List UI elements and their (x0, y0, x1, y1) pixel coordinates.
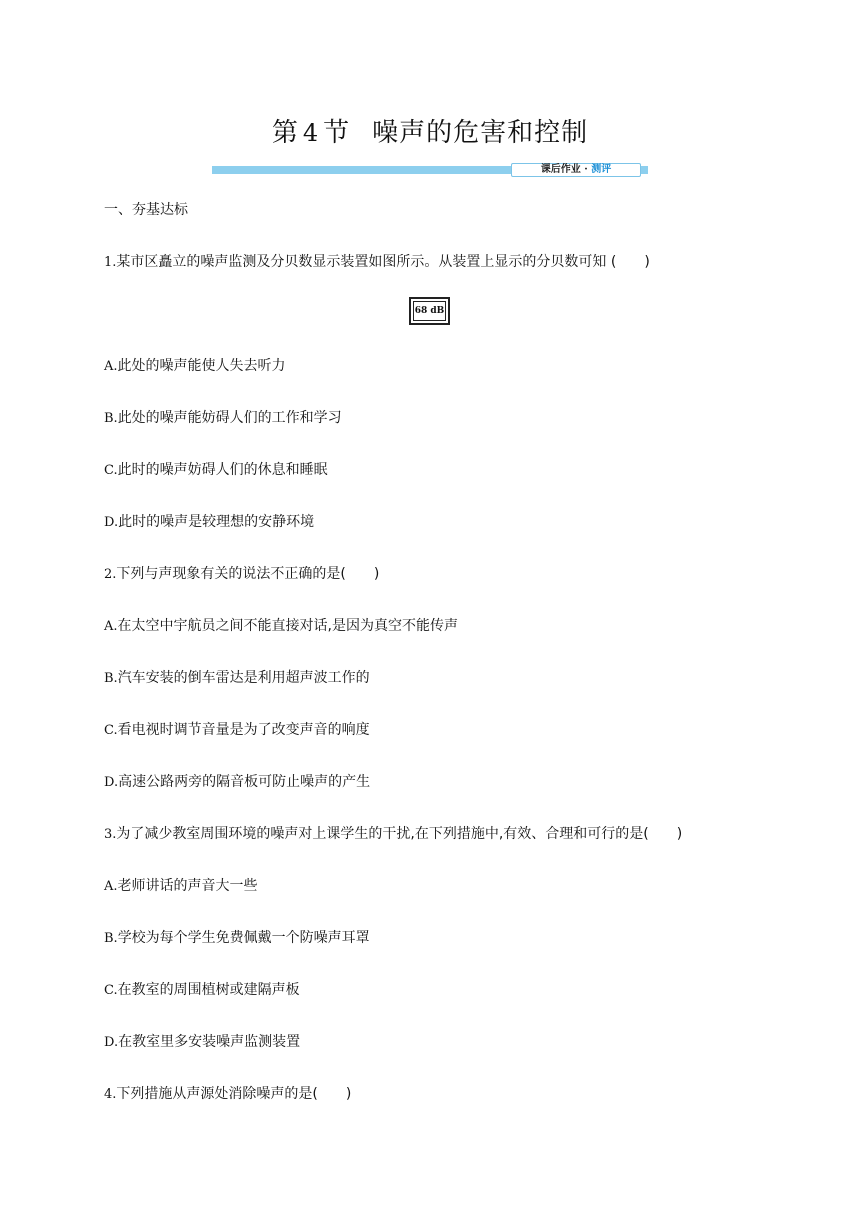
banner-label-highlight: 测评 (591, 164, 612, 175)
q2-option-b (104, 669, 370, 688)
option-text: 看电视时调节音量是为了改变声音的响度 (117, 722, 370, 738)
option-text: 此时的噪声妨碍人们的休息和睡眠 (117, 462, 328, 478)
question-text: 为了减少教室周围环境的噪声对上课学生的干扰,在下列措施中,有效、合理和可行的是( ) (116, 826, 683, 842)
option-text: 老师讲话的声音大一些 (117, 878, 258, 894)
title-prefix: 第 (271, 118, 299, 148)
q3-option-c (104, 981, 300, 1000)
q2-option-d (104, 773, 370, 792)
section-banner (212, 163, 648, 177)
title-name: 噪声的危害和控制 (372, 118, 589, 148)
q1-option-c (104, 461, 328, 480)
option-letter: A. (104, 619, 118, 634)
title-suffix: 节 (323, 118, 351, 148)
option-text: 在教室里多安装噪声监测装置 (118, 1034, 301, 1050)
option-letter: C. (104, 723, 118, 738)
question-2-stem (104, 565, 379, 584)
question-1-stem (104, 253, 650, 272)
option-letter: D. (104, 775, 119, 790)
option-letter: C. (104, 463, 118, 478)
option-letter: C. (104, 983, 118, 998)
option-text: 在教室的周围植树或建隔声板 (117, 982, 300, 998)
option-letter: D. (104, 1035, 119, 1050)
option-letter: B. (104, 411, 118, 426)
section-heading: 一、夯基达标 (104, 202, 188, 218)
option-text: 此处的噪声能妨碍人们的工作和学习 (117, 410, 342, 426)
option-text: 此处的噪声能使人失去听力 (117, 358, 286, 374)
q3-option-b (104, 929, 370, 948)
question-number: 3. (104, 827, 117, 842)
option-letter: A. (104, 359, 118, 374)
q1-option-a (104, 357, 286, 376)
option-text: 汽车安装的倒车雷达是利用超声波工作的 (117, 670, 370, 686)
question-text: 下列与声现象有关的说法不正确的是( ) (116, 566, 380, 582)
question-number: 1. (104, 255, 117, 270)
question-3-stem (104, 825, 682, 844)
option-letter: B. (104, 931, 118, 946)
option-text: 在太空中宇航员之间不能直接对话,是因为真空不能传声 (117, 618, 458, 634)
q2-option-c (104, 721, 370, 740)
option-letter: B. (104, 671, 118, 686)
question-text: 某市区矗立的噪声监测及分贝数显示装置如图所示。从装置上显示的分贝数可知 ( ) (116, 254, 650, 270)
title-number: 4 (302, 119, 320, 147)
q3-option-d (104, 1033, 300, 1052)
q3-option-a (104, 877, 258, 896)
decibel-display (409, 297, 450, 325)
option-text: 高速公路两旁的隔音板可防止噪声的产生 (118, 774, 371, 790)
q1-option-b (104, 409, 342, 428)
q2-option-a (104, 617, 458, 636)
decibel-value: 68 dB (413, 301, 446, 321)
option-letter: D. (104, 515, 119, 530)
question-text: 下列措施从声源处消除噪声的是( ) (116, 1086, 352, 1102)
question-4-stem (104, 1085, 351, 1104)
q1-option-d (104, 513, 314, 532)
banner-label (511, 163, 641, 177)
banner-label-main: 课后作业 · (540, 164, 592, 175)
question-number: 2. (104, 567, 117, 582)
page-title (0, 112, 860, 149)
option-text: 学校为每个学生免费佩戴一个防噪声耳罩 (117, 930, 370, 946)
question-number: 4. (104, 1087, 117, 1102)
option-letter: A. (104, 879, 118, 894)
option-text: 此时的噪声是较理想的安静环境 (118, 514, 315, 530)
